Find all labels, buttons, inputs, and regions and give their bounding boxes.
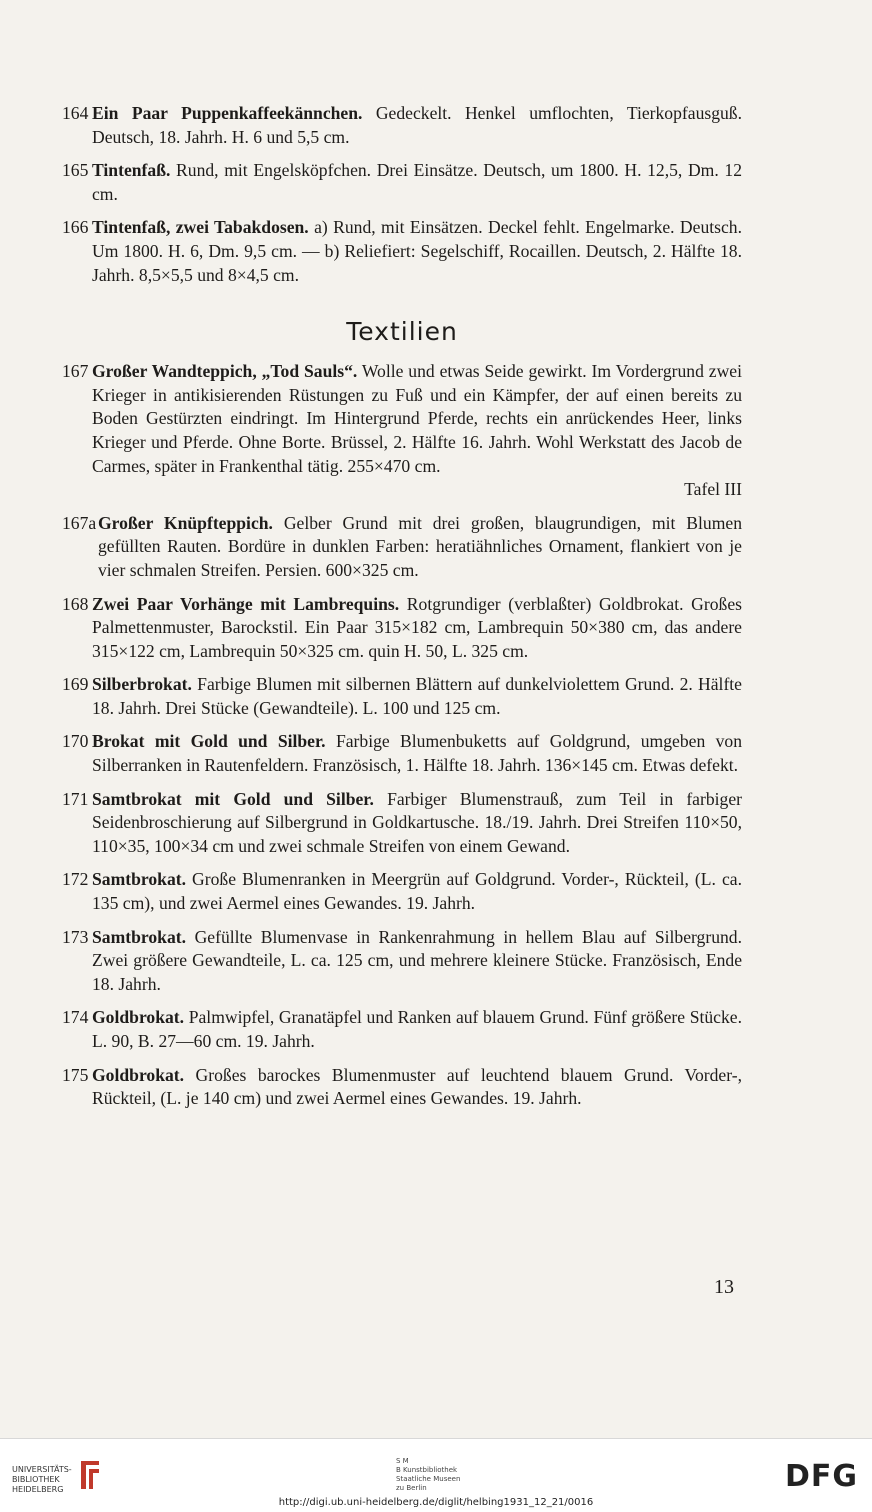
entry-number: 165 [62, 160, 89, 181]
entry-text: Farbige Blumen mit silbernen Blättern auf dunkelviolettem Grund. 2. Hälfte 18. Jahrh. Drei Stücke (Gewandteile). L. 100 und 125 cm. [92, 674, 742, 718]
catalog-entry [62, 1006, 742, 1053]
entry-body [92, 360, 742, 502]
digitization-footer [0, 1438, 872, 1512]
entry-text: Gedeckelt. Henkel umflochten, Tierkopfausguß. Deutsch, 18. Jahrh. H. 6 und 5,5 cm. [92, 103, 743, 147]
entry-number: 168 [62, 593, 89, 614]
entry-text: Palmwipfel, Granatäpfel und Ranken auf blauem Grund. Fünf größere Stücke. L. 90, B. 27—60 cm. 19. Jahrh. [92, 1007, 742, 1051]
entry-title: Zwei Paar Vorhänge mit Lambrequins. [92, 593, 400, 614]
entry-number: 167 [62, 361, 89, 382]
entry-title: Brokat mit Gold und Silber. [92, 731, 326, 752]
entry-body [92, 102, 742, 149]
library-line: Staatliche Museen [396, 1475, 461, 1483]
dfg-logo: DFG [784, 1459, 858, 1494]
entry-number: 171 [62, 788, 89, 809]
catalog-entry [62, 512, 742, 583]
entry-body [92, 730, 742, 777]
entry-body [92, 159, 742, 206]
entry-number: 164 [62, 103, 89, 123]
entry-text: Gefüllte Blumenvase in Rankenrahmung in hellem Blau auf Silbergrund. Zwei größere Gewandteile, L. ca. 125 cm, und mehrere kleinere Stücke. Französisch, Ende 18. Jahrh. [92, 926, 742, 994]
catalog-entry [62, 102, 742, 149]
kunstbibliothek-mark [396, 1457, 460, 1493]
entry-number: 175 [62, 1064, 89, 1085]
university-logo-icon [78, 1459, 102, 1491]
entry-body [92, 1064, 742, 1111]
entry-body [92, 1006, 742, 1053]
entry-title: Großer Knüpfteppich. [98, 512, 273, 533]
entry-title: Ein Paar Puppenkaffeekännchen. [92, 103, 363, 123]
entry-number: 167a [62, 512, 97, 533]
entry-title: Tintenfaß, zwei Tabakdosen. [92, 217, 309, 238]
entry-number: 170 [62, 731, 89, 752]
section-heading: Textilien [346, 317, 458, 347]
entry-body [92, 216, 742, 287]
entry-title: Großer Wandteppich, „Tod Sauls“. [92, 361, 358, 382]
plate-reference: Tafel III [684, 479, 742, 500]
entry-text: Farbige Blumenbuketts auf Goldgrund, umgeben von Silberranken in Rautenfeldern. Französisch, 1. Hälfte 18. Jahrh. 136×145 cm. Etwas defekt. [92, 731, 742, 776]
entry-text: Rotgrundiger (verblaßter) Goldbrokat. Großes Palmettenmuster, Barockstil. Ein Paar 315×182 cm, Lambrequin 50×380 cm, das andere 315×122 cm, Lambrequin 50×325 cm. quin H. 50, L. 325 cm. [92, 593, 742, 661]
entry-text: Farbiger Blumenstrauß, zum Teil in farbiger Seidenbroschierung auf Silbergrund in Goldkartusche. 18./19. Jahrh. Drei Streifen 110×50, 110×35, 100×34 cm und zwei schmale Streifen von einem Gewand. [92, 788, 742, 856]
catalog-entry [62, 1064, 742, 1111]
catalog-entry [62, 788, 742, 859]
entry-body [92, 593, 742, 664]
entry-text: Rund, mit Engelsköpfchen. Drei Einsätze. Deutsch, um 1800. H. 12,5, Dm. 12 cm. [92, 160, 742, 204]
entry-body [92, 926, 742, 997]
entry-number: 172 [62, 869, 89, 890]
university-library-name [12, 1465, 72, 1495]
catalog-entry [62, 593, 742, 664]
catalog-listing [62, 102, 742, 1121]
entry-text: a) Rund, mit Einsätzen. Deckel fehlt. Engelmarke. Deutsch. Um 1800. H. 6, Dm. 9,5 cm. — b) Reliefiert: Segelschiff, Rocaillen. Deutsch, 2. Hälfte 18. Jahrh. 8,5×5,5 und 8×4,5 cm. [92, 217, 742, 285]
catalog-entry [62, 673, 742, 720]
permalink-url[interactable]: http://digi.ub.uni-heidelberg.de/diglit/helbing1931_12_21/0016 [278, 1497, 594, 1508]
entry-number: 173 [62, 926, 89, 947]
catalog-entry [62, 216, 742, 287]
university-line: BIBLIOTHEK [12, 1475, 60, 1484]
entry-body [92, 673, 742, 720]
entry-title: Tintenfaß. [92, 160, 171, 181]
entry-text: Große Blumenranken in Meergrün auf Goldgrund. Vorder-, Rückteil, (L. ca. 135 cm), und zwei Aermel eines Gewandes. 19. Jahrh. [92, 869, 742, 914]
entry-body [92, 788, 742, 859]
university-line: UNIVERSITÄTS- [12, 1465, 72, 1474]
entry-body [92, 868, 742, 915]
catalog-entry [62, 159, 742, 206]
entry-title: Samtbrokat. [92, 926, 187, 947]
entry-title: Goldbrokat. [92, 1064, 185, 1085]
library-line: B Kunstbibliothek [396, 1466, 458, 1474]
entry-number: 174 [62, 1007, 89, 1028]
catalog-entry [62, 730, 742, 777]
catalog-entry [62, 360, 742, 502]
entry-number: 169 [62, 674, 89, 695]
entry-title: Samtbrokat mit Gold und Silber. [92, 788, 374, 809]
library-line: S M [396, 1457, 409, 1465]
catalog-entry [62, 926, 742, 997]
entry-title: Silberbrokat. [92, 674, 192, 695]
entry-body [98, 512, 742, 583]
entry-text: Wolle und etwas Seide gewirkt. Im Vordergrund zwei Krieger in antikisierenden Rüstungen zu Fuß und ein Kämpfer, der auf einen bereits zu Boden Gestürzten eindringt. Im Hintergrund Pferde, rechts ein anrückendes Heer, links Krieger und Pferde. Ohne Borte. Brüssel, 2. Hälfte 16. Jahrh. Wohl Werkstatt des Jacob de Carmes, später in Frankenthal tätig. 255×470 cm. [92, 361, 742, 476]
entry-number: 166 [62, 217, 89, 238]
university-line: HEIDELBERG [12, 1485, 64, 1494]
entry-title: Goldbrokat. [92, 1007, 185, 1028]
catalog-entry [62, 868, 742, 915]
entry-title: Samtbrokat. [92, 869, 187, 890]
entry-text: Gelber Grund mit drei großen, blaugrundigen, mit Blumen gefüllten Rauten. Bordüre in dunklen Farben: heratiähnliches Ornament, flankiert von je vier schmalen Streifen. Persien. 600×325 cm. [98, 512, 742, 580]
entry-text: Großes barockes Blumenmuster auf leuchtend blauem Grund. Vorder-, Rückteil, (L. je 140 cm) und zwei Aermel eines Gewandes. 19. Jahrh. [92, 1064, 742, 1109]
page-number: 13 [714, 1276, 734, 1298]
library-line: zu Berlin [396, 1484, 427, 1492]
